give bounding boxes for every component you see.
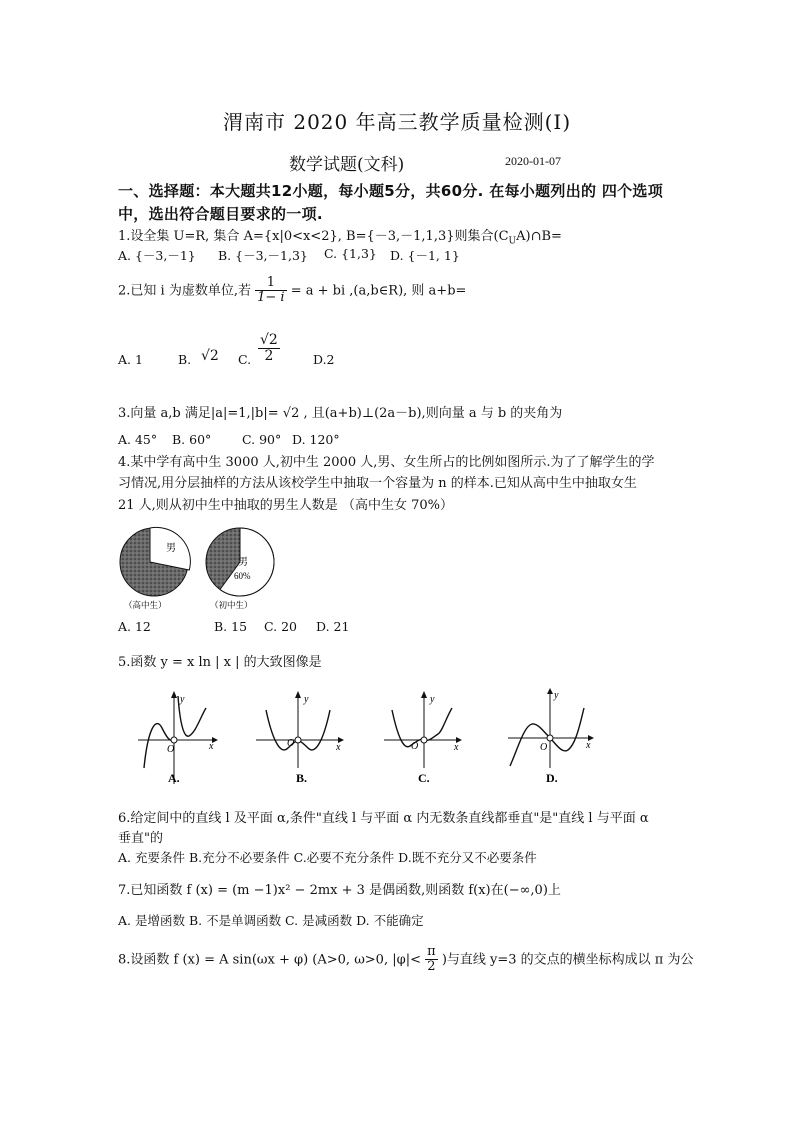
question-2-frac-num: 1 xyxy=(255,276,286,291)
question-1-sub: U xyxy=(508,236,517,247)
graph-b-x: x xyxy=(336,742,341,753)
q2-option-c-fraction xyxy=(258,333,280,365)
graph-d-origin: O xyxy=(540,742,548,753)
question-1 xyxy=(118,225,562,247)
q2-option-c-den: 2 xyxy=(264,348,274,365)
q3-option-d: D. 120° xyxy=(292,432,340,447)
question-8-frac-den: 2 xyxy=(427,959,436,975)
q4-option-b: B. 15 xyxy=(214,619,248,634)
question-2-frac-den: 1− i xyxy=(257,290,285,306)
q2-option-c-frac xyxy=(258,333,280,365)
question-8 xyxy=(118,945,693,975)
pie-middle-school-pct: 60% xyxy=(234,571,251,581)
q4-option-d: D. 21 xyxy=(316,619,350,634)
section-heading-line2: 中，选出符合题目要求的一项. xyxy=(118,205,323,223)
pie-high-school-label: 男 xyxy=(166,543,176,554)
q2-option-c-label: C. xyxy=(238,352,252,367)
graph-a-y: y xyxy=(180,694,185,705)
q2-option-a: A. 1 xyxy=(118,352,143,367)
graph-c-x: x xyxy=(454,742,459,753)
q3-option-b: B. 60° xyxy=(172,432,212,447)
question-6-line2: 垂直"的 xyxy=(118,831,163,846)
question-8-frac-num: π xyxy=(427,944,436,959)
question-8-prefix: 8.设函数 f (x) = A sin(ωx + φ) (A>0, ω>0, |φ|< xyxy=(118,952,421,968)
question-8-fraction xyxy=(425,945,438,975)
q2-option-b-label: B. xyxy=(178,352,192,367)
pie-middle-school-label: 男 xyxy=(238,557,248,568)
question-4-line3: 21 人,则从初中生中抽取的男生人数是 （高中生女 70%） xyxy=(118,498,453,513)
graph-b-label: B. xyxy=(296,771,308,785)
question-2 xyxy=(118,276,466,306)
question-2-fraction xyxy=(255,276,286,306)
q1-option-a: A. {－3,－1} xyxy=(118,248,196,263)
q3-option-c: C. 90° xyxy=(242,432,282,447)
graph-a-x: x xyxy=(209,741,214,752)
graph-c-label: C. xyxy=(418,771,430,785)
q1-option-b: B. {－3,－1,3} xyxy=(218,248,308,263)
graph-d-y: y xyxy=(554,690,559,701)
question-4-line1: 4.某中学有高中生 3000 人,初中生 2000 人,男、女生所占的比例如图所示.为了了解学生的学 xyxy=(118,455,655,470)
graph-b-y: y xyxy=(304,694,309,705)
pie-high-school-caption: （高中生） xyxy=(124,600,167,610)
question-2-suffix: = a + bi ,(a,b∈R), 则 a+b= xyxy=(290,283,467,299)
q6-options: A. 充要条件 B.充分不必要条件 C.必要不充分条件 D.既不充分又不必要条件 xyxy=(118,850,537,865)
pie-high-school xyxy=(120,527,190,596)
question-8-suffix: )与直线 y=3 的交点的横坐标构成以 π 为公 xyxy=(441,952,694,968)
q2-option-b-value: √2 xyxy=(201,348,219,364)
q4-option-a: A. 12 xyxy=(118,619,151,634)
question-3: 3.向量 a,b 满足|a|=1,|b|= √2 , 且(a+b)⊥(2a－b),则向量 a 与 b 的夹角为 xyxy=(118,406,563,421)
question-7: 7.已知函数 f (x) = (m −1)x² − 2mx + 3 是偶函数,则函数 f(x)在(−∞,0)上 xyxy=(118,883,561,898)
q2-option-d: D.2 xyxy=(313,352,335,367)
page-title: 渭南市 2020 年高三教学质量检测(Ⅰ) xyxy=(223,110,572,134)
graph-a xyxy=(134,688,224,788)
graph-b-origin: O xyxy=(287,738,295,749)
graph-d-label: D. xyxy=(546,771,558,785)
graph-a-label: A. xyxy=(168,771,180,785)
graph-b xyxy=(252,688,352,788)
q3-option-a: A. 45° xyxy=(118,432,158,447)
q2-option-c-num: √2 xyxy=(260,332,278,348)
question-1-text: 1.设全集 U=R, 集合 A={x|0<x<2}, B={－3,－1,1,3}则集合(C xyxy=(118,229,509,244)
q4-option-c: C. 20 xyxy=(264,619,297,634)
question-1-tail: A)∩B= xyxy=(516,229,562,244)
graph-c-y: y xyxy=(430,694,435,705)
question-6-line1: 6.给定间中的直线 l 及平面 α,条件"直线 l 与平面 α 内无数条直线都垂直"是"直线 l 与平面 α xyxy=(118,811,649,826)
page-subtitle: 数学试题(文科) xyxy=(289,155,405,175)
q1-option-c: C. {1,3} xyxy=(324,246,377,261)
graph-d-x: x xyxy=(586,740,591,751)
question-5: 5.函数 y = x ln | x | 的大致图像是 xyxy=(118,655,322,670)
pie-middle-school-caption: （初中生） xyxy=(210,600,253,610)
graph-c xyxy=(380,688,480,788)
question-2-prefix: 2.已知 i 为虚数单位,若 xyxy=(118,283,251,299)
graph-a-origin: O xyxy=(167,744,175,755)
pie-charts-figure xyxy=(118,522,318,612)
graph-c-origin: O xyxy=(411,741,419,752)
q1-option-d: D. {－1, 1} xyxy=(390,248,460,263)
question-4-line2: 习情况,用分层抽样的方法从该校学生中抽取一个容量为 n 的样本.已知从高中生中抽取女生 xyxy=(118,476,637,491)
q7-options: A. 是增函数 B. 不是单调函数 C. 是减函数 D. 不能确定 xyxy=(118,913,424,928)
section-heading-line1: 一、选择题：本大题共12小题，每小题5分，共60分. 在每小题列出的 四个选项 xyxy=(118,182,664,200)
graph-d xyxy=(504,688,614,788)
exam-date: 2020-01-07 xyxy=(505,154,561,168)
